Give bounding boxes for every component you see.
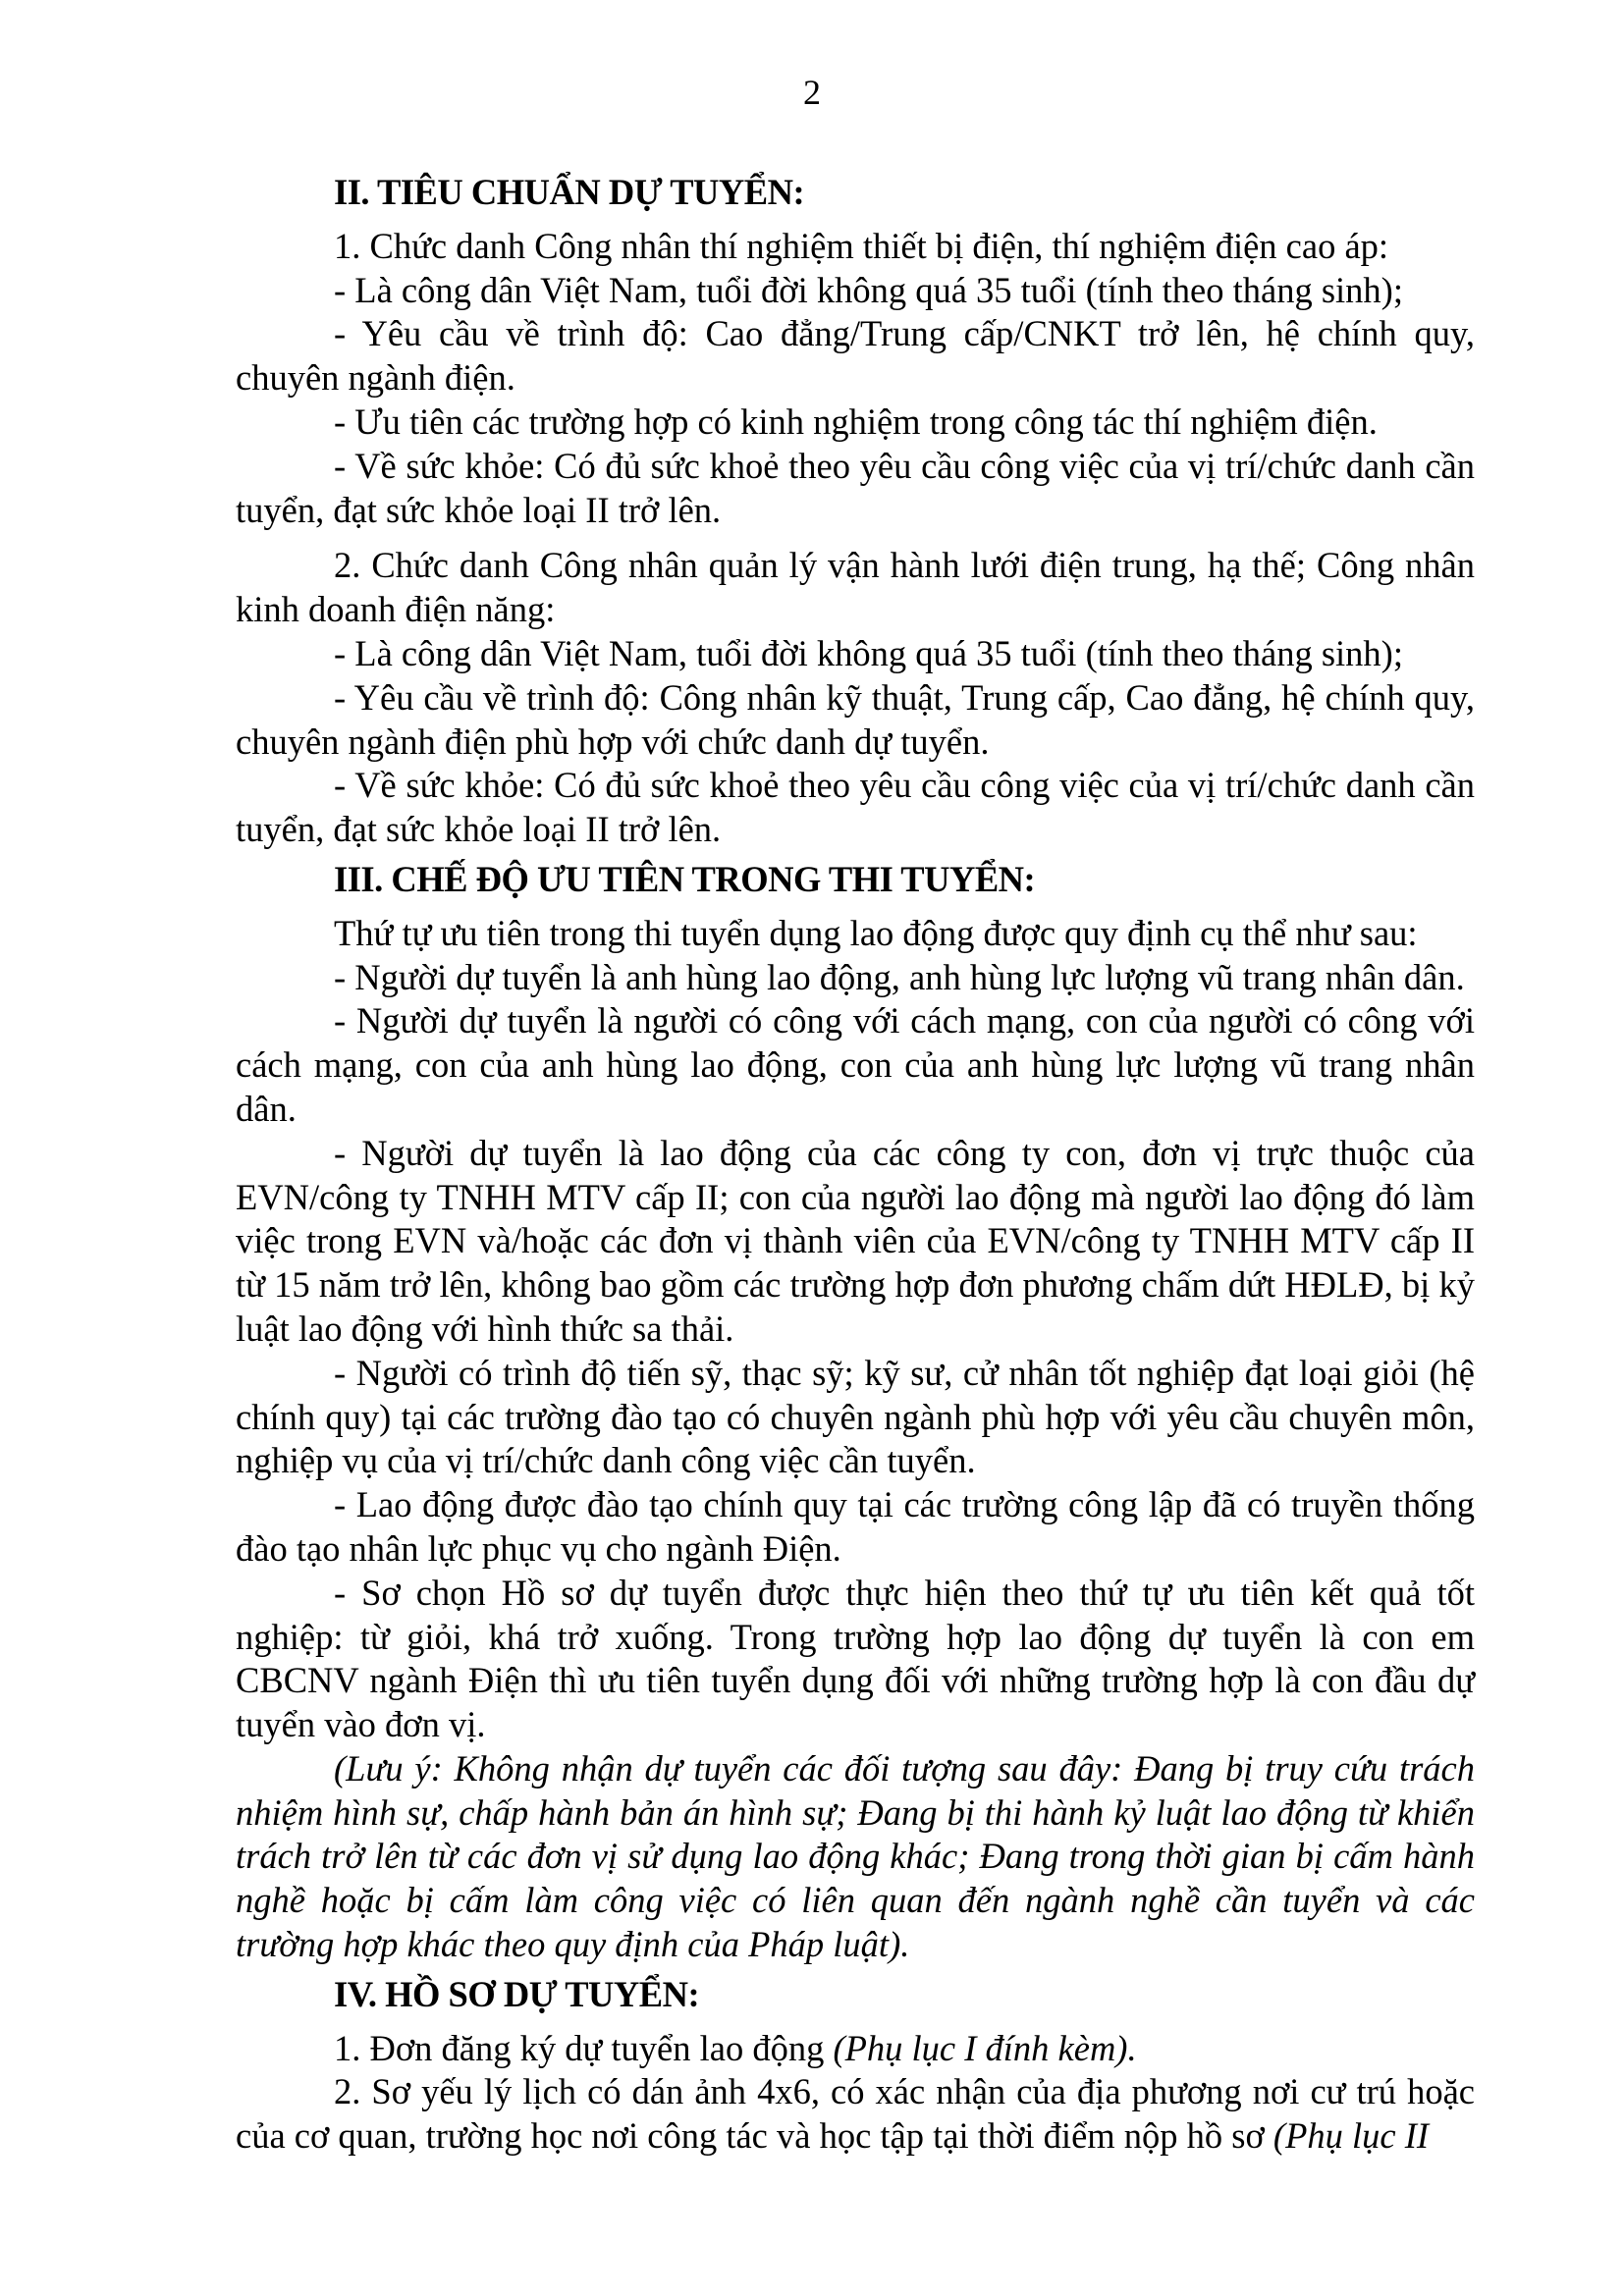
paragraph: - Ưu tiên các trường hợp có kinh nghiệm trong công tác thí nghiệm điện. — [334, 400, 1378, 442]
section-heading: II. TIÊU CHUẨN DỰ TUYỂN: — [334, 172, 805, 212]
paragraph: - Người dự tuyển là lao động của các công ty con, đơn vị trực thuộc của EVN/công ty TNHH MTV cấp II; con của người lao động mà người lao động đó làm việc trong EVN và/hoặc các đơn vị thành viên của EVN/công ty TNHH MTV cấp II từ 15 năm trở lên, không bao gồm các trường hợp đơn phương chấm dứt HĐLĐ, bị kỷ luật lao động với hình thức sa thải. — [236, 1132, 1475, 1349]
paragraph — [236, 2027, 1475, 2071]
paragraph: - Là công dân Việt Nam, tuổi đời không quá 35 tuổi (tính theo tháng sinh); — [334, 269, 1403, 310]
paragraph: - Yêu cầu về trình độ: Công nhân kỹ thuật, Trung cấp, Cao đẳng, hệ chính quy, chuyên ngành điện phù hợp với chức danh dự tuyển. — [236, 676, 1475, 762]
paragraph: - Sơ chọn Hồ sơ dự tuyển được thực hiện theo thứ tự ưu tiên kết quả tốt nghiệp: từ giỏi, khá trở xuống. Trong trường hợp lao động dự tuyển là con em CBCNV ngành Điện thì ưu tiên tuyển dụng đối với những trường hợp là con đầu dự tuyển vào đơn vị. — [236, 1572, 1475, 1745]
paragraph: - Yêu cầu về trình độ: Cao đẳng/Trung cấp/CNKT trở lên, hệ chính quy, chuyên ngành điện. — [236, 313, 1475, 399]
note-paragraph: (Lưu ý: Không nhận dự tuyển các đối tượng sau đây: Đang bị truy cứu trách nhiệm hình sự, chấp hành bản án hình sự; Đang bị thi hành kỷ luật lao động từ khiển trách trở lên từ các đơn vị sử dụng lao động khác; Đang trong thời gian bị cấm hành nghề hoặc bị cấm làm công việc có liên quan đến ngành nghề cần tuyển và các trường hợp khác theo quy định của Pháp luật). — [236, 1747, 1475, 1965]
paragraph: - Lao động được đào tạo chính quy tại các trường công lập đã có truyền thống đào tạo nhân lực phục vụ cho ngành Điện. — [236, 1484, 1475, 1569]
section-heading: III. CHẾ ĐỘ ƯU TIÊN TRONG THI TUYỂN: — [334, 858, 1036, 899]
item-italic: (Phụ lục I đính kèm). — [833, 2027, 1137, 2068]
item-italic: (Phụ lục II — [1272, 2115, 1430, 2157]
item-text: 1. Đơn đăng ký dự tuyển lao động — [334, 2027, 834, 2068]
paragraph: - Về sức khỏe: Có đủ sức khoẻ theo yêu cầu công việc của vị trí/chức danh cần tuyển, đạt sức khỏe loại II trở lên. — [236, 445, 1475, 530]
page-number: 2 — [803, 73, 821, 112]
item-text: 2. Sơ yếu lý lịch có dán ảnh 4x6, có xác nhận của địa phương nơi cư trú hoặc của cơ quan, trường học nơi công tác và học tập tại thời điểm nộp hồ sơ — [236, 2071, 1475, 2157]
paragraph: 2. Chức danh Công nhân quản lý vận hành lưới điện trung, hạ thế; Công nhân kinh doanh điện năng: — [236, 545, 1475, 630]
document-body — [236, 165, 1475, 2159]
paragraph: 1. Chức danh Công nhân thí nghiệm thiết bị điện, thí nghiệm điện cao áp: — [334, 225, 1389, 266]
paragraph: - Về sức khỏe: Có đủ sức khoẻ theo yêu cầu công việc của vị trí/chức danh cần tuyển, đạt sức khỏe loại II trở lên. — [236, 765, 1475, 850]
paragraph: - Người dự tuyển là người có công với cách mạng, con của người có công với cách mạng, con của anh hùng lao động, con của anh hùng lực lượng vũ trang nhân dân. — [236, 1000, 1475, 1129]
paragraph: - Người dự tuyển là anh hùng lao động, anh hùng lực lượng vũ trang nhân dân. — [334, 956, 1465, 997]
paragraph: - Người có trình độ tiến sỹ, thạc sỹ; kỹ sư, cử nhân tốt nghiệp đạt loại giỏi (hệ chính quy) tại các trường đào tạo có chuyên ngành phù hợp với yêu cầu chuyên môn, nghiệp vụ của vị trí/chức danh công việc cần tuyển. — [236, 1352, 1475, 1481]
paragraph: Thứ tự ưu tiên trong thi tuyển dụng lao động được quy định cụ thể như sau: — [334, 912, 1418, 953]
paragraph — [236, 2070, 1475, 2159]
paragraph: - Là công dân Việt Nam, tuổi đời không quá 35 tuổi (tính theo tháng sinh); — [334, 632, 1403, 673]
section-heading: IV. HỒ SƠ DỰ TUYỂN: — [334, 1973, 700, 2014]
